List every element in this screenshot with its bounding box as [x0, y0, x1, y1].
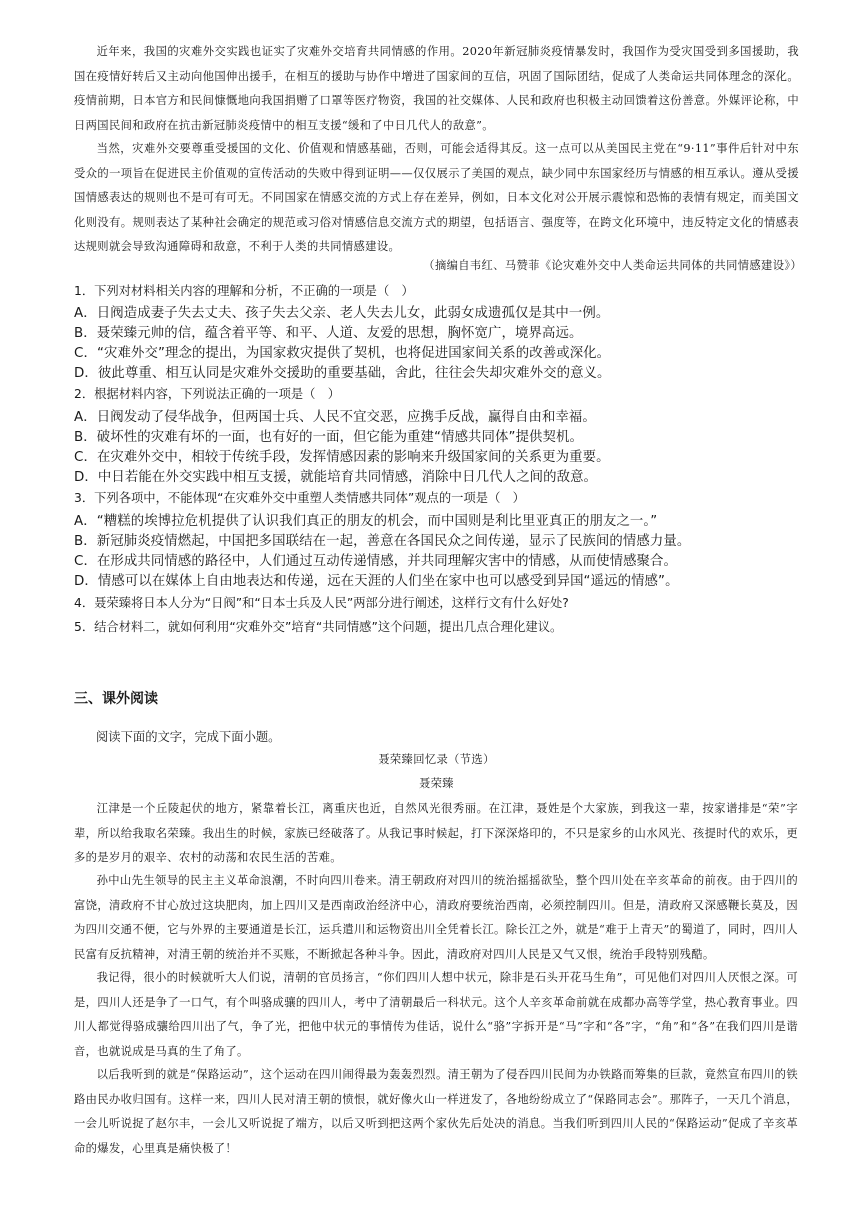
question-4-stem: 4．聂荣臻将日本人分为“日阀”和“日本士兵及人民”两部分进行阐述，这样行文有什么好处? [74, 596, 569, 610]
article-author: 聂荣臻 [419, 777, 454, 790]
article-paragraph-1: 江津是一个丘陵起伏的地方，紧靠着长江，离重庆也近，自然风光很秀丽。在江津，聂姓是个大家族，到我这一辈，按家谱排是“荣”字辈，所以给我取名荣臻。我出生的时候，家族已经破落了。从我记事时候起，打下深深烙印的，不只是家乡的山水风光、孩提时代的欢乐，更多的是岁月的艰辛、农村的动荡和农民生活的苦难。 [74, 802, 798, 864]
question-5-stem: 5．结合材料二，就如何利用“灾难外交”培育“共同情感”这个问题，提出几点合理化建议。 [74, 620, 563, 634]
question-1-option-b: B．聂荣臻元帅的信，蕴含着平等、和平、人道、友爱的思想，胸怀宽广，境界高远。 [74, 326, 583, 341]
question-2-stem: 2．根据材料内容，下列说法正确的一项是（ ） [74, 387, 341, 401]
article-paragraph-3: 我记得，很小的时候就听大人们说，清朝的官员扬言，“你们四川人想中状元，除非是石头开花马生角”，可见他们对四川人厌恨之深。可是，四川人还是争了一口气，有个叫骆成骧的四川人，考中了清朝最后一科状元。这个人辛亥革命前就在成都办高等学堂，热心教育事业。四川人都觉得骆成骧给四川出了气，争了光，把他中状元的事情传为佳话，说什么“骆”字拆开是“马”字和“各”字，“角”和“各”在我们四川是谐音，也就说成是马真的生了角了。 [74, 971, 798, 1058]
question-1-option-c: C．“灾难外交”理念的提出，为国家救灾提供了契机，也将促进国家间关系的改善或深化。 [74, 346, 611, 361]
section-heading: 三、课外阅读 [74, 691, 158, 707]
question-1-stem: 1．下列对材料相关内容的理解和分析，不正确的一项是（ ） [74, 284, 414, 298]
article-paragraph-2: 孙中山先生领导的民主主义革命浪潮，不时向四川卷来。清王朝政府对四川的统治摇摇欲坠，整个四川处在辛亥革命的前夜。由于四川的富饶，清政府不甘心放过这块肥肉，加上四川又是西南政治经济中心，清政府要统治西南，必须控制四川。但是，清政府又深感鞭长莫及，因为四川交通不便，它与外界的主要通道是长江，运兵遣川和运物资出川全凭着长江。除长江之外，就是“难于上青天”的蜀道了，同时，四川人民富有反抗精神，对清王朝的统治并不买账，不断掀起各种斗争。因此，清政府对四川人民是又气又恨，统治手段特别残酷。 [74, 874, 798, 961]
question-1-option-a: A．日阀造成妻子失去丈夫、孩子失去父亲、老人失去儿女，此弱女成遗孤仅是其中一例。 [74, 306, 610, 321]
passage-paragraph-1: 近年来，我国的灾难外交实践也证实了灾难外交培育共同情感的作用。2020年新冠肺炎疫情暴发时，我国作为受灾国受到多国援助，我国在疫情好转后又主动向他国伸出援手，在相互的援助与协作中增进了国家间的互信，巩固了国际团结，促成了人类命运共同体理念的深化。疫情前期，日本官方和民间慷慨地向我国捐赠了口罩等医疗物资，我国的社交媒体、人民和政府也积极主动回馈着这份善意。外媒评论称，中日两国民间和政府在抗击新冠肺炎疫情中的相互支援“缓和了中日几代人的敌意”。 [74, 45, 799, 132]
question-3-option-b: B．新冠肺炎疫情燃起，中国把多国联结在一起，善意在各国民众之间传递，显示了民族间的情感力量。 [74, 534, 691, 549]
question-2-option-c: C．在灾难外交中，相较于传统手段，发挥情感因素的影响来升级国家间的关系更为重要。 [74, 450, 610, 465]
passage-source: （摘编自韦红、马赞菲《论灾难外交中人类命运共同体的共同情感建设》） [423, 259, 802, 272]
question-1-option-d: D．彼此尊重、相互认同是灾难外交援助的重要基础，舍此，往往会失却灾难外交的意义。 [74, 366, 611, 381]
article-title: 聂荣臻回忆录（节选） [378, 753, 495, 766]
question-3-option-d: D．情感可以在媒体上自由地表达和传递，远在天涯的人们坐在家中也可以感受到异国“遥远的情感”。 [74, 574, 679, 589]
article-paragraph-4: 以后我听到的就是“保路运动”，这个运动在四川闹得最为轰轰烈烈。清王朝为了侵吞四川民间为办铁路而筹集的巨款，竟然宣布四川的铁路由民办收归国有。这样一来，四川人民对清王朝的愤恨，就好像火山一样迸发了，各地纷纷成立了“保路同志会”。那阵子，一天几个消息，一会儿听说捉了赵尔丰，一会儿又听说捉了端方，以后又听到把这两个家伙先后处决的消息。当我们听到四川人民的“保路运动”促成了辛亥革命的爆发，心里真是痛快极了！ [74, 1068, 798, 1155]
passage-paragraph-2: 当然，灾难外交要尊重受援国的文化、价值观和情感基础，否则，可能会适得其反。这一点可以从美国民主党在“9·11”事件后针对中东受众的一项旨在促进民主价值观的宣传活动的失败中得到证明——仅仅展示了美国的观点，缺少同中东国家经历与情感的相互承认。遵从受援国情感表达的规则也不是可有可无。不同国家在情感交流的方式上存在差异，例如，日本文化对公开展示震惊和恐怖的表情有规定，而美国文化则没有。规则表达了某种社会确定的规范或习俗对情感信息交流方式的期望，包括语言、强度等，在跨文化环境中，违反特定文化的情感表达规则就会导致沟通障碍和敌意，不利于人类的共同情感建设。 [74, 142, 799, 253]
question-2-option-a: A．日阀发动了侵华战争，但两国士兵、人民不宜交恶，应携手反战，赢得自由和幸福。 [74, 410, 596, 425]
question-3-option-a: A．“糟糕的埃博拉危机提供了认识我们真正的朋友的机会，而中国则是利比里亚真正的朋友之一。” [74, 514, 658, 529]
question-3-option-c: C．在形成共同情感的路径中，人们通过互动传递情感，并共同理解灾害中的情感，从而使情感聚合。 [74, 554, 678, 569]
question-2-option-d: D．中日若能在外交实践中相互支援，就能培育共同情感，消除中日几代人之间的敌意。 [74, 470, 598, 485]
section-intro: 阅读下面的文字，完成下面小题。 [96, 730, 281, 744]
question-3-stem: 3．下列各项中，不能体现“在灾难外交中重塑人类情感共同体”观点的一项是（ ） [74, 491, 525, 505]
question-2-option-b: B．破坏性的灾难有坏的一面，也有好的一面，但它能为重建“情感共同体”提供契机。 [74, 430, 584, 445]
